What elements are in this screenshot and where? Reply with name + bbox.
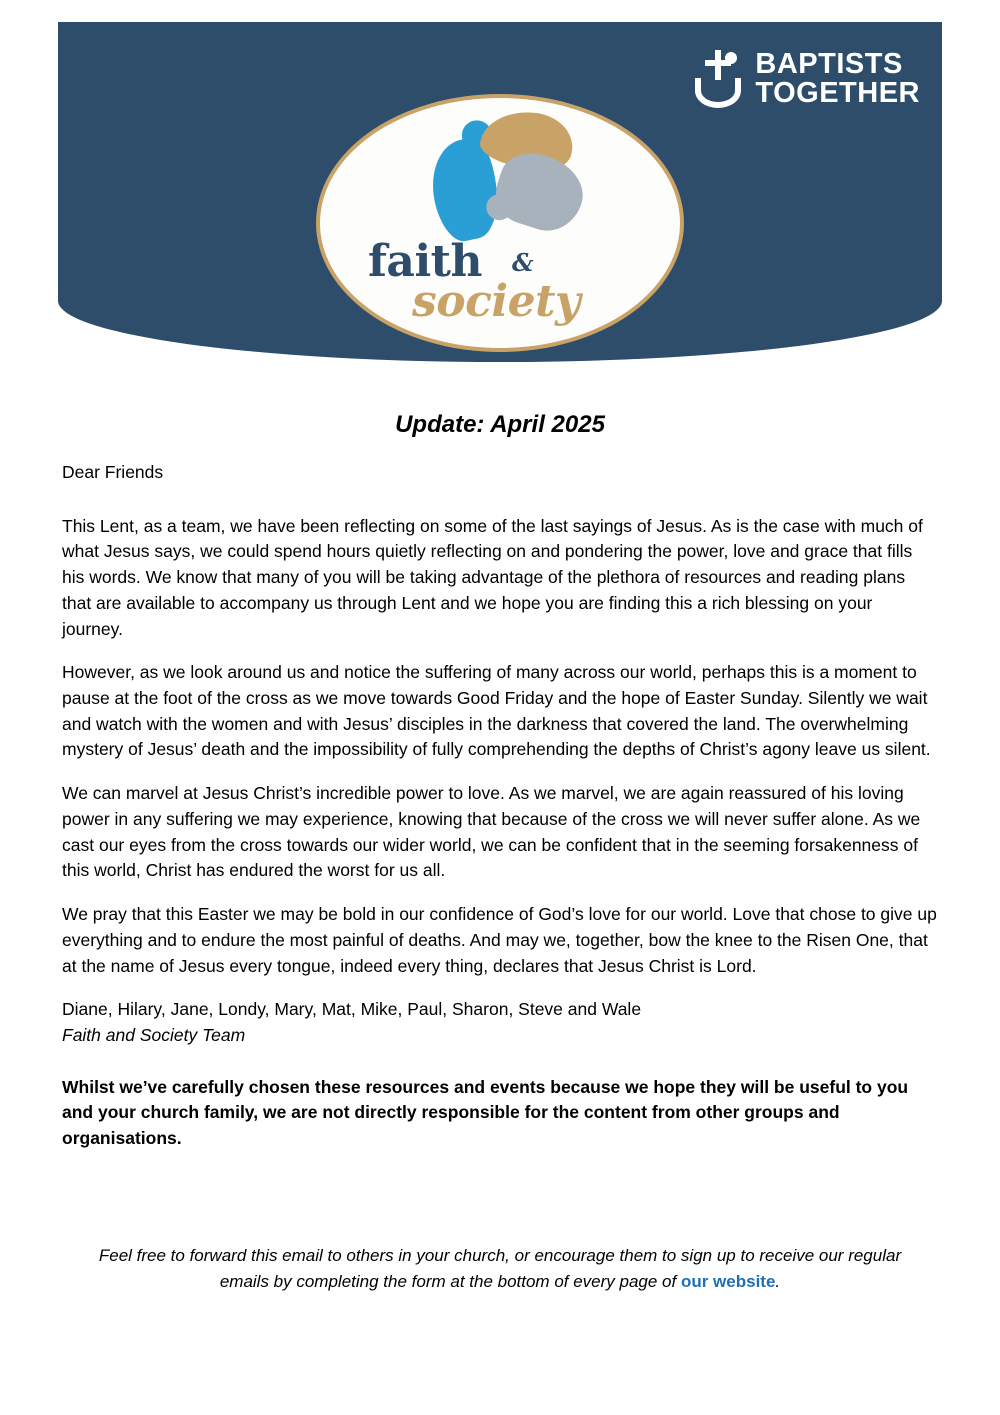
team-name: Faith and Society Team <box>62 1024 246 1045</box>
signoff-names: Diane, Hilary, Jane, Londy, Mary, Mat, Mike, Paul, Sharon, Steve and Wale <box>62 999 642 1020</box>
bowl-shape <box>695 78 741 108</box>
baptists-together-logo <box>695 50 920 108</box>
salutation: Dear Friends <box>62 462 164 482</box>
org-logo-line2: TOGETHER <box>755 77 920 109</box>
org-logo-line1: BAPTISTS <box>755 48 903 80</box>
body-paragraph-1: This Lent, as a team, we have been reflecting on some of the last sayings of Jesus. As is the case with much of what Jesus says, we could spend hours quietly reflecting on and pondering the power, love and grace that fills his words. We know that many of you will be taking advantage of the plethora of resources and reading plans that are available to accompany us through Lent and we hope you are finding this a rich blessing on your journey. <box>62 515 923 639</box>
faith-and-society-logo <box>316 94 684 352</box>
dot-shape <box>725 52 737 64</box>
body-paragraph-3: We can marvel at Jesus Christ’s incredible power to love. As we marvel, we are again reassured of his loving power in any suffering we may experience, knowing that because of the cross we will never suffer alone. As we cast our eyes from the cross towards our wider world, we can be confident that in the seeming forsakenness of this world, Christ has endured the worst for us all. <box>62 783 921 881</box>
footer-text-before: Feel free to forward this email to others in your church, or encourage them to sign up to receive our regular emails by completing the form at the bottom of every page of <box>98 1246 902 1292</box>
logo-word-society: society <box>412 276 581 327</box>
logo-ampersand: & <box>512 248 534 277</box>
body-paragraph-4: We pray that this Easter we may be bold in our confidence of God’s love for our world. Love that chose to give up everything and to endure the most painful of deaths. And may we, together, bow the knee to the Risen One, that at the name of Jesus every tongue, indeed every thing, declares that Jesus Christ is Lord. <box>62 904 937 976</box>
website-link[interactable]: our website <box>680 1272 776 1292</box>
footer-note <box>90 1243 910 1296</box>
page-title: Update: April 2025 <box>395 411 605 438</box>
footer-text-after: . <box>775 1272 781 1292</box>
baptists-together-mark-icon <box>695 50 741 108</box>
letter-body <box>62 460 938 1170</box>
logo-word-faith: faith <box>368 236 482 287</box>
header-banner <box>58 22 942 362</box>
disclaimer-text: Whilst we’ve carefully chosen these resources and events because we hope they will be useful to you and your church family, we are not directly responsible for the content from other groups and organisations. <box>62 1076 909 1149</box>
faith-society-figures-icon <box>405 112 595 242</box>
body-paragraph-2: However, as we look around us and notice the suffering of many across our world, perhaps this is a moment to pause at the foot of the cross as we move towards Good Friday and the hope of Easter Sunday. Silently we wait and watch with the women and with Jesus’ disciples in the darkness that covered the land. The overwhelming mystery of Jesus’ death and the impossibility of fully comprehending the depths of Christ’s agony leave us silent. <box>62 662 931 760</box>
baptists-together-wordmark <box>755 50 920 108</box>
